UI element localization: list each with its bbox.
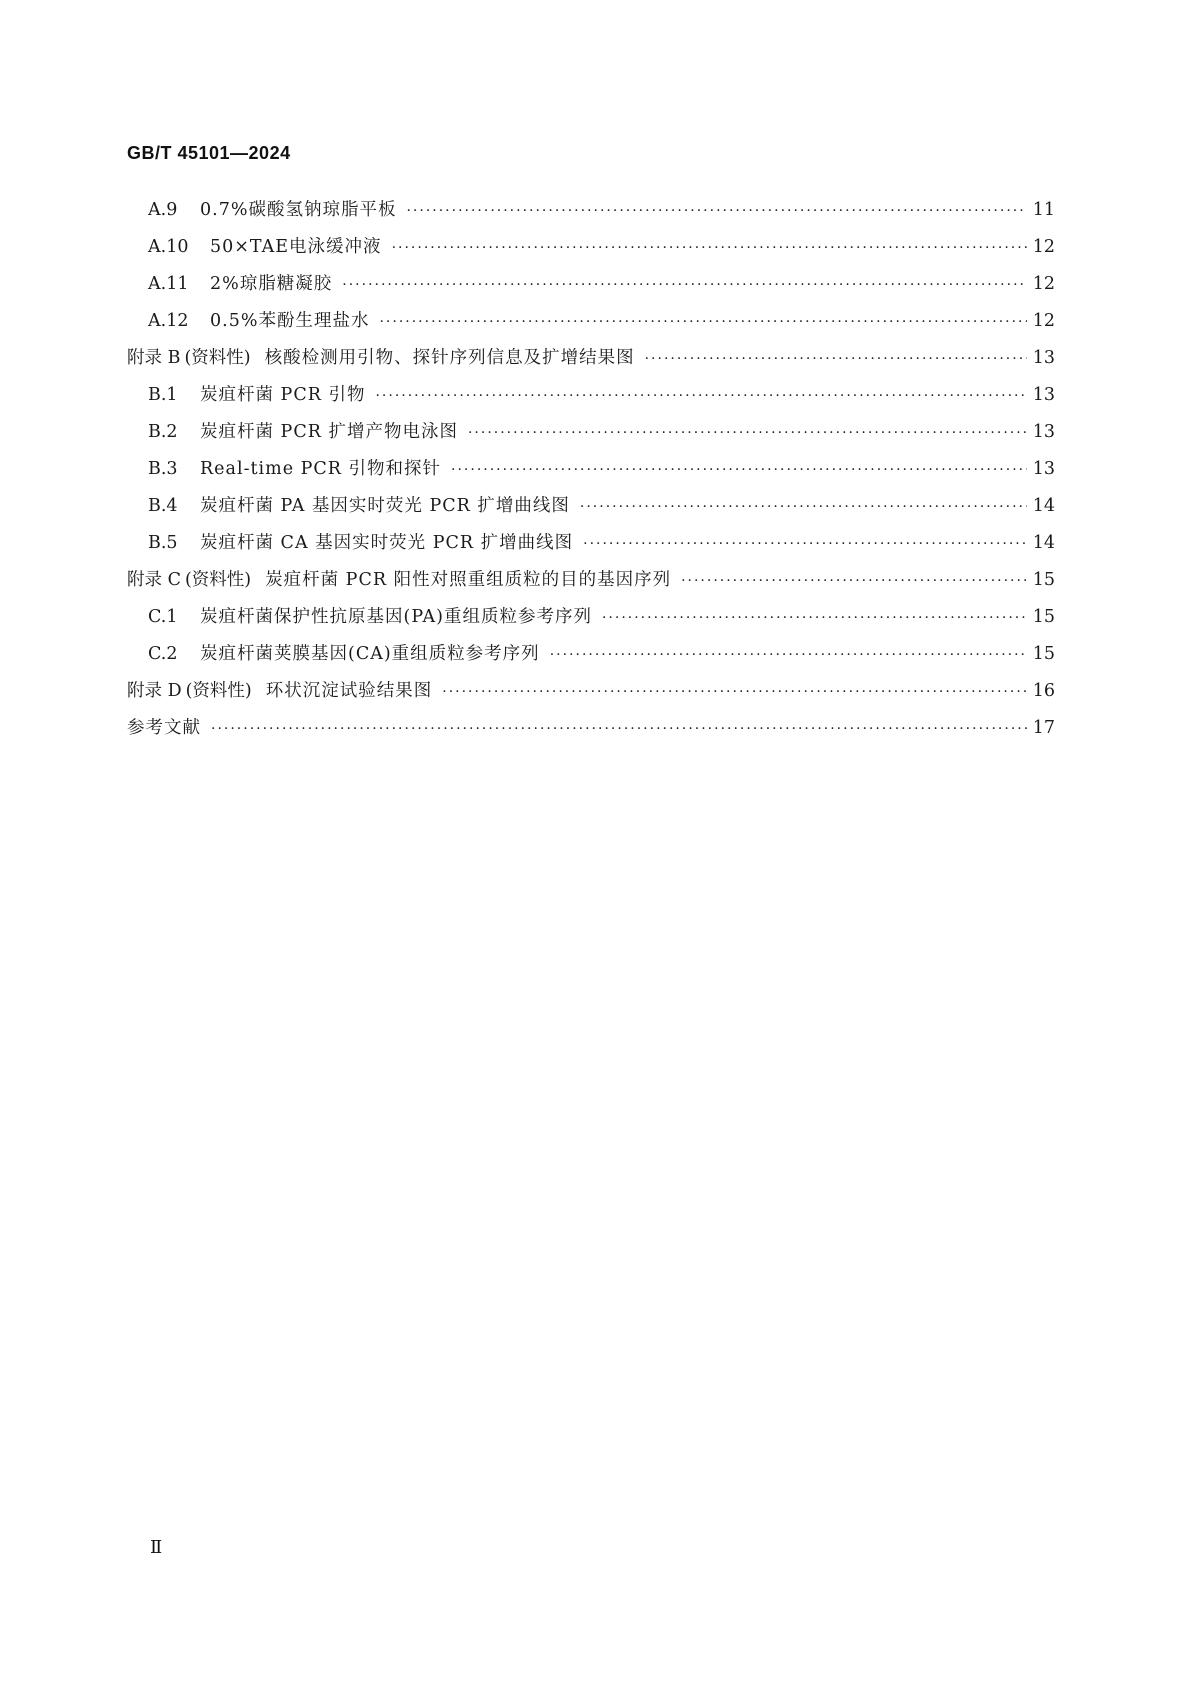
toc-entry-lead xyxy=(127,525,573,562)
toc-entry-lead xyxy=(127,229,382,266)
toc-entry-page: 12 xyxy=(1032,274,1055,294)
toc-entry-c1[interactable] xyxy=(127,599,1055,636)
toc-entry-title: 核酸检测用引物、探针序列信息及扩增结果图 xyxy=(264,348,635,368)
toc-entry-title: 环状沉淀试验结果图 xyxy=(265,681,433,701)
toc-dot-leader xyxy=(211,711,1027,748)
toc-entry-number: B.5 xyxy=(148,533,178,553)
toc-dot-leader xyxy=(645,341,1027,378)
toc-entry-page: 13 xyxy=(1032,459,1055,479)
toc-entry-number: A.10 xyxy=(148,237,189,257)
toc-entry-page: 15 xyxy=(1032,644,1055,664)
toc-entry-b2[interactable] xyxy=(127,414,1055,451)
toc-entry-title: 0.7%碳酸氢钠琼脂平板 xyxy=(200,200,397,220)
toc-entry-a10[interactable] xyxy=(127,229,1055,266)
toc-entry-lead xyxy=(127,192,396,229)
toc-dot-leader xyxy=(375,378,1026,415)
toc-entry-a11[interactable] xyxy=(127,266,1055,303)
toc-entry-page: 12 xyxy=(1032,237,1055,257)
toc-entry-lead xyxy=(127,599,592,636)
toc-entry-lead xyxy=(127,451,441,488)
toc-entry-page: 13 xyxy=(1032,385,1055,405)
toc-dot-leader xyxy=(451,452,1027,489)
toc-entry-number: B.3 xyxy=(148,459,178,479)
toc-entry-page: 17 xyxy=(1032,718,1055,738)
toc-entry-b1[interactable] xyxy=(127,377,1055,414)
toc-entry-lead xyxy=(127,340,635,377)
toc-entry-page: 15 xyxy=(1032,570,1055,590)
toc-entry-number: 附录 D xyxy=(127,681,182,701)
toc-dot-leader xyxy=(342,267,1026,304)
toc-entry-lead xyxy=(127,562,671,599)
toc-dot-leader xyxy=(379,304,1026,341)
toc-entry-lead xyxy=(127,488,570,525)
toc-entry-a12[interactable] xyxy=(127,303,1055,340)
toc-entry-number: A.12 xyxy=(148,311,189,331)
toc-entry-appendix-b[interactable] xyxy=(127,340,1055,377)
toc-entry-title: Real-time PCR 引物和探针 xyxy=(200,459,442,479)
toc-entry-title: 炭疽杆菌 PCR 阳性对照重组质粒的目的基因序列 xyxy=(265,570,672,590)
toc-entry-a9[interactable] xyxy=(127,192,1055,229)
toc-entry-tag: (资料性) xyxy=(184,570,252,590)
toc-entry-title: 50×TAE电泳缓冲液 xyxy=(210,237,382,257)
toc-entry-number: 附录 B xyxy=(127,348,181,368)
toc-entry-lead xyxy=(127,414,458,451)
toc-entry-page: 13 xyxy=(1032,422,1055,442)
toc-dot-leader xyxy=(442,674,1026,711)
toc-entry-lead xyxy=(127,266,332,303)
toc-entry-page: 12 xyxy=(1032,311,1055,331)
toc-entry-title: 炭疽杆菌 PA 基因实时荧光 PCR 扩增曲线图 xyxy=(200,496,570,516)
toc-dot-leader xyxy=(602,600,1027,637)
toc-entry-lead xyxy=(127,377,365,414)
toc-entry-number: A.11 xyxy=(148,274,189,294)
toc-entry-appendix-c[interactable] xyxy=(127,562,1055,599)
toc-entry-page: 11 xyxy=(1032,200,1055,220)
toc-entry-number: B.2 xyxy=(148,422,178,442)
toc-entry-title: 炭疽杆菌 PCR 引物 xyxy=(200,385,366,405)
toc-entry-page: 13 xyxy=(1032,348,1055,368)
toc-entry-tag: (资料性) xyxy=(185,681,252,701)
toc-entry-number: C.1 xyxy=(148,607,178,627)
toc-entry-title: 0.5%苯酚生理盐水 xyxy=(210,311,370,331)
toc-entry-lead xyxy=(127,636,540,673)
toc-dot-leader xyxy=(392,230,1027,267)
toc-entry-number: B.4 xyxy=(148,496,178,516)
toc-dot-leader xyxy=(681,563,1027,600)
toc-entry-b5[interactable] xyxy=(127,525,1055,562)
toc-entry-title: 2%琼脂糖凝胶 xyxy=(210,274,333,294)
toc-entry-title: 炭疽杆菌 PCR 扩增产物电泳图 xyxy=(200,422,458,442)
toc-entry-lead xyxy=(127,710,201,747)
toc-entry-page: 14 xyxy=(1032,533,1055,553)
toc-entry-page: 14 xyxy=(1032,496,1055,516)
toc-entry-number: A.9 xyxy=(148,200,178,220)
toc-entry-title: 炭疽杆菌保护性抗原基因(PA)重组质粒参考序列 xyxy=(200,607,592,627)
toc-entry-number: B.1 xyxy=(148,385,178,405)
toc-dot-leader xyxy=(550,637,1027,674)
page-number: Ⅱ xyxy=(150,1537,163,1558)
table-of-contents xyxy=(127,192,1055,747)
toc-dot-leader xyxy=(406,193,1026,230)
toc-entry-appendix-d[interactable] xyxy=(127,673,1055,710)
toc-entry-title: 参考文献 xyxy=(127,718,201,738)
toc-entry-page: 15 xyxy=(1032,607,1055,627)
toc-entry-b4[interactable] xyxy=(127,488,1055,525)
toc-dot-leader xyxy=(583,526,1027,563)
toc-entry-references[interactable] xyxy=(127,710,1055,747)
toc-entry-title: 炭疽杆菌荚膜基因(CA)重组质粒参考序列 xyxy=(200,644,540,664)
toc-entry-lead xyxy=(127,303,369,340)
document-code: GB/T 45101—2024 xyxy=(127,143,291,163)
toc-entry-lead xyxy=(127,673,432,710)
toc-entry-page: 16 xyxy=(1032,681,1055,701)
toc-entry-number: 附录 C xyxy=(127,570,181,590)
toc-entry-number: C.2 xyxy=(148,644,178,664)
toc-entry-tag: (资料性) xyxy=(184,348,251,368)
toc-entry-c2[interactable] xyxy=(127,636,1055,673)
toc-dot-leader xyxy=(580,489,1027,526)
toc-entry-title: 炭疽杆菌 CA 基因实时荧光 PCR 扩增曲线图 xyxy=(200,533,574,553)
toc-dot-leader xyxy=(468,415,1027,452)
toc-entry-b3[interactable] xyxy=(127,451,1055,488)
